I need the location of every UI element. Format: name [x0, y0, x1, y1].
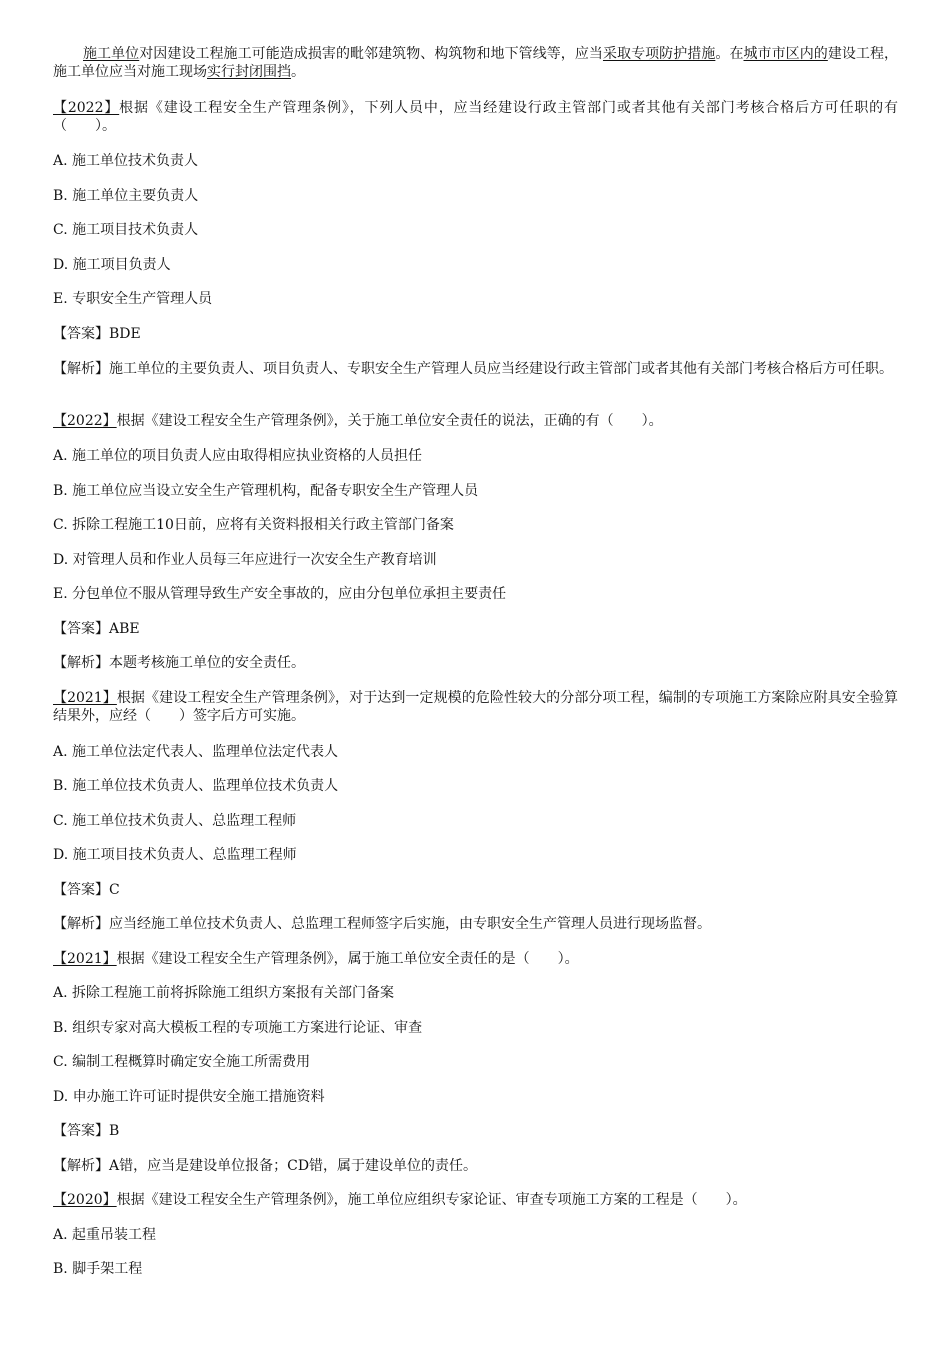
question-1-option-a: A. 施工单位技术负责人 — [53, 153, 199, 169]
question-4-option-c: C. 编制工程概算时确定安全施工所需费用 — [53, 1054, 311, 1070]
question-year-tag: 【2021】 — [53, 690, 117, 706]
question-4-option-d: D. 申办施工许可证时提供安全施工措施资料 — [53, 1089, 325, 1105]
question-5-option-b: B. 脚手架工程 — [53, 1261, 143, 1277]
question-text: 根据《建设工程安全生产管理条例》，施工单位应组织专家论证、审查专项施工方案的工程是（ ）。 — [116, 1192, 747, 1208]
question-5-option-a: A. 起重吊装工程 — [53, 1227, 157, 1243]
question-2-option-a: A. 施工单位的项目负责人应由取得相应执业资格的人员担任 — [53, 448, 423, 464]
question-year-tag: 【2021】 — [53, 951, 117, 967]
question-1-option-c: C. 施工项目技术负责人 — [53, 222, 199, 238]
question-year-tag: 【2020】 — [53, 1192, 117, 1208]
question-text: 根据《建设工程安全生产管理条例》，属于施工单位安全责任的是（ ）。 — [116, 951, 579, 967]
question-1-option-d: D. 施工项目负责人 — [53, 257, 171, 273]
intro-term-urban-area: 城市市区内的 — [743, 46, 828, 62]
question-text: 根据《建设工程安全生产管理条例》，关于施工单位安全责任的说法，正确的有（ ）。 — [116, 413, 663, 429]
question-4-analysis: 【解析】A错，应当是建设单位报备；CD错，属于建设单位的责任。 — [53, 1158, 478, 1174]
question-3-analysis: 【解析】应当经施工单位技术负责人、总监理工程师签字后实施，由专职安全生产管理人员进行现场监督。 — [53, 916, 711, 932]
question-3-answer: 【答案】C — [53, 882, 120, 898]
question-2-option-b: B. 施工单位应当设立安全生产管理机构，配备专职安全生产管理人员 — [53, 483, 479, 499]
question-3-stem — [53, 689, 898, 725]
question-3-option-b: B. 施工单位技术负责人、监理单位技术负责人 — [53, 778, 339, 794]
intro-paragraph — [53, 45, 898, 81]
intro-text: 建设工程，施工单位应当对施工现场 — [53, 46, 899, 80]
intro-text: 对因建设工程施工可能造成损害的毗邻建筑物、构筑物和地下管线等，应当 — [139, 46, 603, 62]
question-2-option-d: D. 对管理人员和作业人员每三年应进行一次安全生产教育培训 — [53, 552, 437, 568]
question-3-option-a: A. 施工单位法定代表人、监理单位法定代表人 — [53, 744, 339, 760]
question-2-answer: 【答案】ABE — [53, 621, 140, 637]
question-1-stem — [53, 99, 898, 135]
question-1-option-e: E. 专职安全生产管理人员 — [53, 291, 213, 307]
question-4-answer: 【答案】B — [53, 1123, 120, 1139]
question-text: 根据《建设工程安全生产管理条例》，对于达到一定规模的危险性较大的分部分项工程，编制的专项施工方案除应附具安全验算结果外，应经（ ）签字后方可实施。 — [53, 690, 898, 724]
question-1-answer: 【答案】BDE — [53, 326, 141, 342]
question-year-tag: 【2022】 — [53, 413, 117, 429]
question-text: 根据《建设工程安全生产管理条例》，下列人员中，应当经建设行政主管部门或者其他有关部门考核合格后方可任职的有（ ）。 — [53, 100, 898, 134]
intro-text: 。在 — [715, 46, 744, 62]
question-1-option-b: B. 施工单位主要负责人 — [53, 188, 199, 204]
question-2-stem — [53, 412, 898, 430]
intro-term-enclosure: 实行封闭围挡 — [207, 64, 291, 80]
question-3-option-c: C. 施工单位技术负责人、总监理工程师 — [53, 813, 297, 829]
question-5-stem — [53, 1191, 898, 1209]
question-4-option-b: B. 组织专家对高大模板工程的专项施工方案进行论证、审查 — [53, 1020, 423, 1036]
intro-term-construction-unit: 施工单位 — [83, 46, 140, 62]
question-year-tag: 【2022】 — [53, 100, 120, 116]
intro-text: 。 — [291, 64, 305, 80]
question-1-analysis: 【解析】施工单位的主要负责人、项目负责人、专职安全生产管理人员应当经建设行政主管部门或者其他有关部门考核合格后方可任职。 — [53, 361, 893, 377]
question-4-option-a: A. 拆除工程施工前将拆除施工组织方案报有关部门备案 — [53, 985, 395, 1001]
question-3-option-d: D. 施工项目技术负责人、总监理工程师 — [53, 847, 297, 863]
intro-term-protection: 采取专项防护措施 — [602, 46, 716, 62]
question-2-option-e: E. 分包单位不服从管理导致生产安全事故的，应由分包单位承担主要责任 — [53, 586, 507, 602]
question-4-stem — [53, 950, 898, 968]
question-2-option-c: C. 拆除工程施工10日前，应将有关资料报相关行政主管部门备案 — [53, 517, 454, 533]
question-2-analysis: 【解析】本题考核施工单位的安全责任。 — [53, 655, 305, 671]
